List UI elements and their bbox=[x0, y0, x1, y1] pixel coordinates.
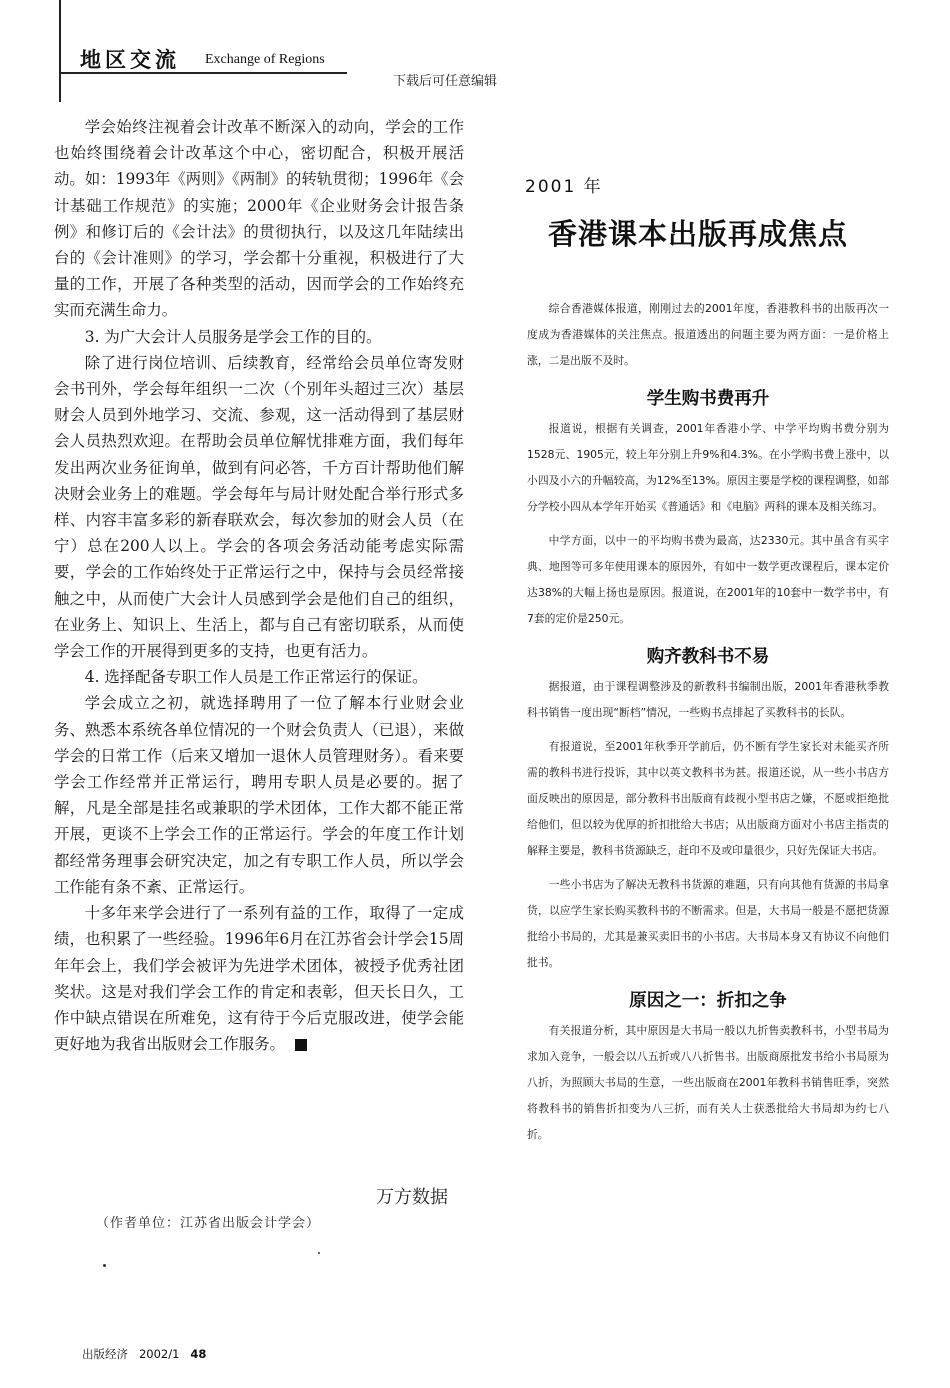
right-paragraph: 有关报道分析，其中原因是大书局一般以九折售卖教科书，小型书局为求加入竞争，一般会以八五折或八八折售书。出版商原批发书给小书局原为八折，为照顾大书局的生意，一些出版商在2001年教科书销售旺季，突然将教科书的销售折扣变为八三折，而有关人士获悉批给大书局却为约七八折。 bbox=[527, 1024, 889, 1141]
footer-page-number: 48 bbox=[190, 1347, 207, 1361]
subheading: 原因之一：折扣之争 bbox=[629, 991, 787, 1011]
right-paragraph: 一些小书店为了解决无教科书货源的难题，只有向其他有货源的书局拿货，以应学生家长购买教科书的不断需求。但是，大书局一般是不愿把货源批给小书局的，尤其是兼买卖旧书的小书店。大书局本身又有协议不向他们批书。 bbox=[527, 878, 889, 969]
author-affiliation: （作者单位：江苏省出版会计学会） bbox=[96, 1216, 321, 1231]
right-paragraph: 有报道说，至2001年秋季开学前后，仍不断有学生家长对未能买齐所需的教科书进行投诉，其中以英文教科书为甚。报道还说，从一些小书店方面反映出的原因是，部分教科书出版商有歧视小型书店之嫌，不愿或拒绝批给他们，但以较为优厚的折扣批给大书店；从出版商方面对小书店主指责的解释主要是，教科书货源缺乏，赶印不及或印量很少，只好先保证大书店。 bbox=[527, 740, 889, 857]
section-title-cn: 地区交流 bbox=[80, 48, 180, 72]
source-watermark: 万方数据 bbox=[376, 1187, 448, 1208]
left-paragraph: 学会成立之初，就选择聘用了一位了解本行业财会业务、熟悉本系统各单位情况的一个财会负责人（已退），来做学会的日常工作（后来又增加一退休人员管理财务）。看来要学会工作经常并正常运行，聘用专职人员是必要的。据了解，凡是全部是挂名或兼职的学术团体，工作大都不能正常开展，更谈不上学会工作的正常运行。学会的年度工作计划都经常务理事会研究决定，加之有专职工作人员，所以学会工作能有条不紊、正常运行。 bbox=[54, 694, 464, 896]
scan-speck bbox=[103, 1264, 106, 1267]
article-year: 2001 年 bbox=[525, 177, 603, 197]
section-title-en: Exchange of Regions bbox=[205, 52, 325, 67]
left-paragraph-final bbox=[54, 900, 464, 1057]
article-headline: 香港课本出版再成焦点 bbox=[548, 217, 849, 251]
left-article-column bbox=[54, 114, 464, 1057]
intro-paragraph: 综合香港媒体报道，刚刚过去的2001年度，香港教科书的出版再次一度成为香港媒体的关注焦点。报道透出的问题主要为两方面：一是价格上涨，二是出版不及时。 bbox=[527, 302, 889, 367]
header-rule-vertical bbox=[59, 0, 61, 102]
right-paragraph: 据报道，由于课程调整涉及的新教科书编制出版，2001年香港秋季教科书销售一度出现“断档”情况，一些购书点排起了买教科书的长队。 bbox=[527, 680, 889, 719]
left-paragraph-final-text: 十多年来学会进行了一系列有益的工作，取得了一定成绩，也积累了一些经验。1996年6月在江苏省会计学会15周年年会上，我们学会被评为先进学术团体，被授予优秀社团奖状。这是对我们学会工作的肯定和表彰，但天长日久，工作中缺点错误在所难免，这有待于今后克服改进，使学会能更好地为我省出版财会工作服务。 bbox=[54, 904, 464, 1054]
footer-issue: 2002/1 bbox=[138, 1347, 180, 1361]
right-paragraph: 报道说，根据有关调查，2001年香港小学、中学平均购书费分别为1528元、1905元，较上年分别上升9%和4.3%。在小学购书费上涨中，以小四及小六的升幅较高，为12%至13%。原因主要是学校的课程调整，如部分学校小四从本学年开始买《普通话》和《电脑》两科的课本及相关练习。 bbox=[527, 422, 889, 513]
right-article-column bbox=[527, 296, 889, 1156]
footer-journal: 出版经济 bbox=[82, 1347, 128, 1361]
right-paragraph: 中学方面，以中一的平均购书费为最高，达2330元。其中虽含有买字典、地图等可多年使用课本的原因外，有如中一数学更改课程后，课本定价达38%的大幅上扬也是原因。报道说，在2001年的10套中一数学书中，有7套的定价是250元。 bbox=[527, 534, 889, 625]
end-square-icon bbox=[295, 1039, 307, 1051]
page-footer bbox=[82, 1346, 206, 1362]
left-paragraph: 除了进行岗位培训、后续教育，经常给会员单位寄发财会书刊外，学会每年组织一二次（个别年头超过三次）基层财会人员到外地学习、交流、参观，这一活动得到了基层财会人员热烈欢迎。在帮助会员单位解忧排难方面，我们每年发出两次业务征询单，做到有问必答，千方百计帮助他们解决财会业务上的难题。学会每年与局计财处配合举行形式多样、内容丰富多彩的新春联欢会，每次参加的财会人员（在宁）总在200人以上。学会的各项会务活动能考虑实际需要，学会的工作始终处于正常运行之中，保持与会员经常接触之中，从而使广大会计人员感到学会是他们自己的组织，在业务上、知识上、生活上，都与自己有密切联系，从而使学会工作的开展得到更多的支持，也更有活力。 bbox=[54, 353, 464, 661]
subheading: 购齐教科书不易 bbox=[646, 647, 770, 667]
left-paragraph: 学会始终注视着会计改革不断深入的动向，学会的工作也始终围绕着会计改革这个中心，密切配合，积极开展活动。如：1993年《两则》《两制》的转轨贯彻；1996年《会计基础工作规范》的实施；2000年《企业财务会计报告条例》和修订后的《会计法》的贯彻执行，以及这几年陆续出台的《会计准则》的学习，学会都十分重视，积极进行了大量的工作，开展了各种类型的活动，因而学会的工作始终充实而充满生命力。 bbox=[54, 118, 464, 320]
scan-speck bbox=[318, 1252, 320, 1254]
download-watermark: 下载后可任意编辑 bbox=[393, 74, 498, 89]
subheading: 学生购书费再升 bbox=[646, 389, 770, 409]
left-paragraph: 4. 选择配备专职工作人员是工作正常运行的保证。 bbox=[84, 668, 428, 687]
left-paragraph: 3. 为广大会计人员服务是学会工作的目的。 bbox=[84, 327, 382, 346]
